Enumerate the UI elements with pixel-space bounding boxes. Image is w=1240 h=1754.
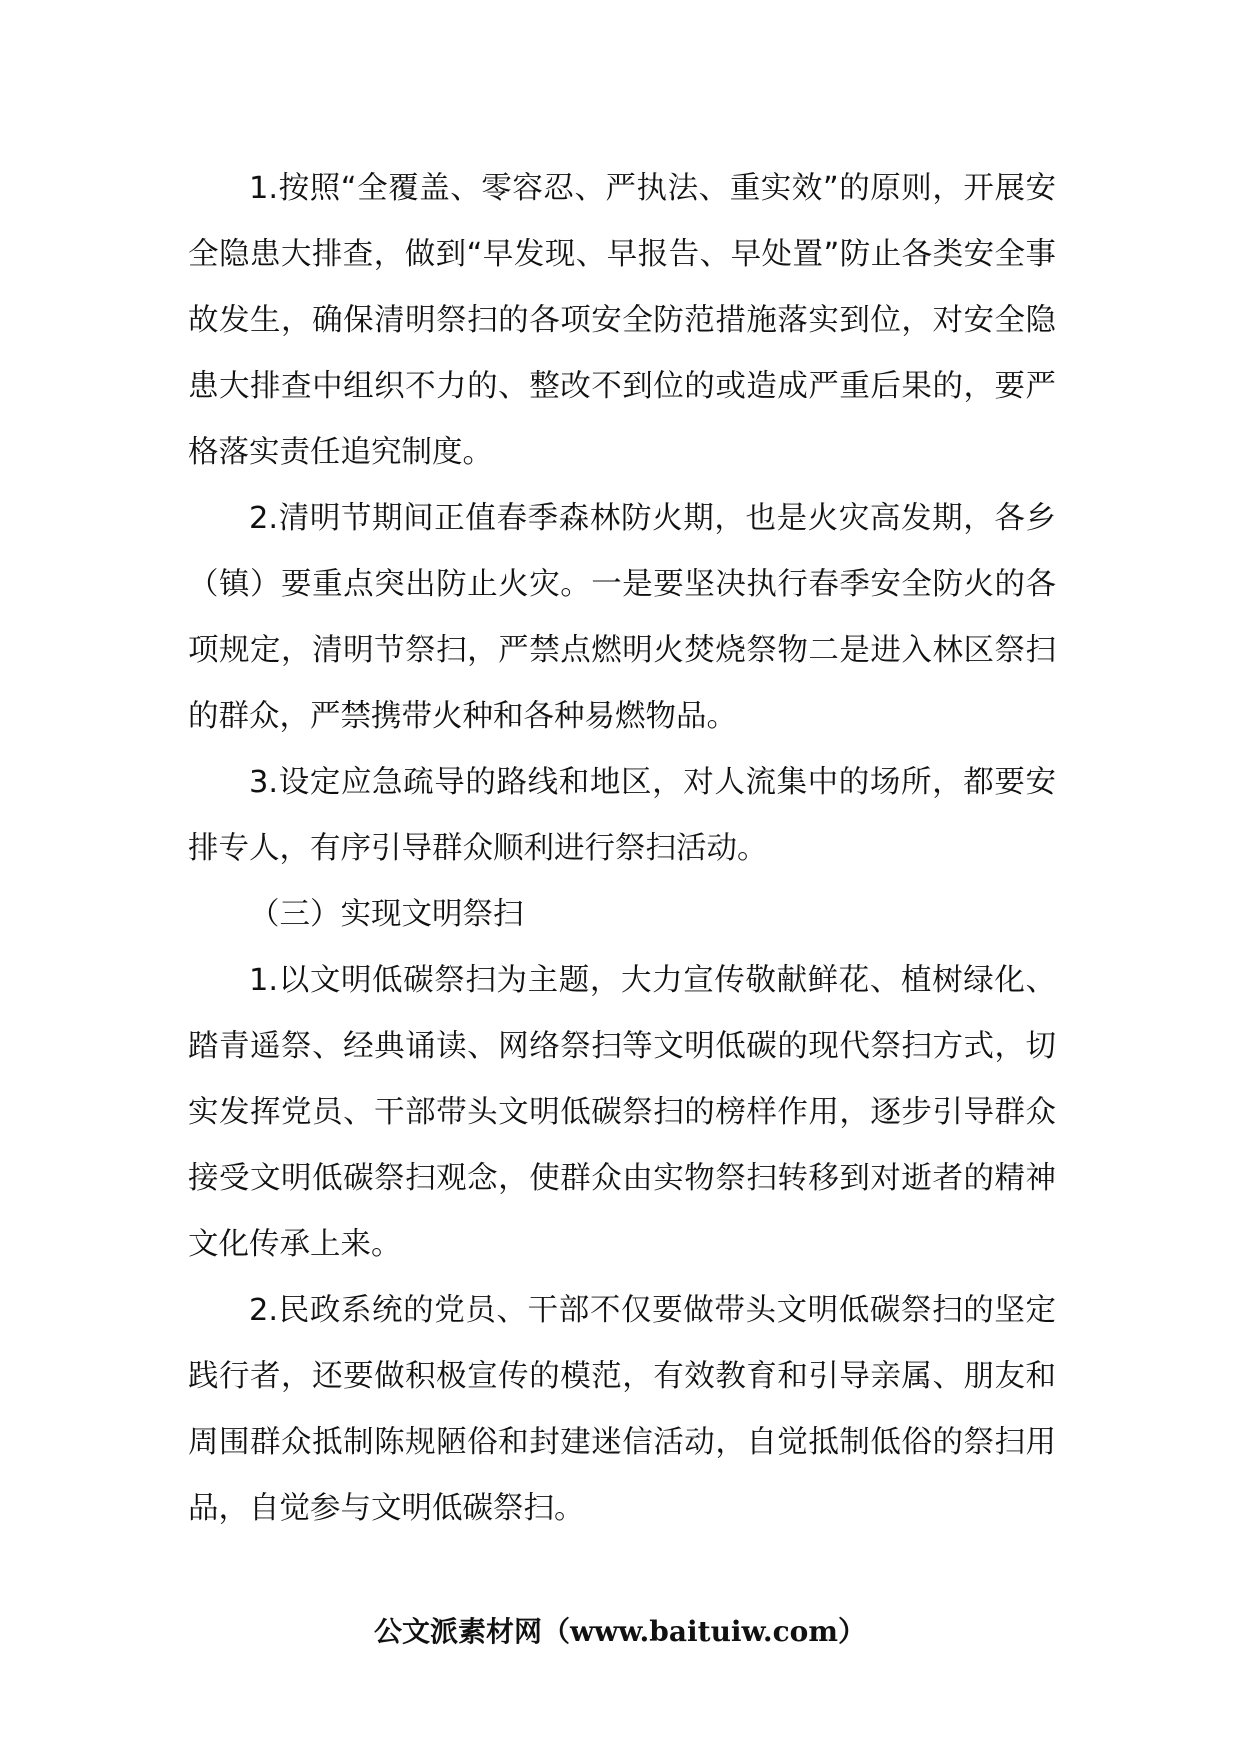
paragraph-party-members-role: 2.民政系统的党员、干部不仅要做带头文明低碳祭扫的坚定践行者，还要做积极宣传的模范，有效教育和引导亲属、朋友和周围群众抵制陈规陋俗和封建迷信活动，自觉抵制低俗的祭扫用品，自觉参与文明低碳祭扫。 [188,1293,1056,1526]
paragraph-safety-inspection: 1.按照“全覆盖、零容忍、严执法、重实效”的原则，开展安全隐患大排查，做到“早发现、早报告、早处置”防止各类安全事故发生，确保清明祭扫的各项安全防范措施落实到位，对安全隐患大排查中组织不力的、整改不到位的或造成严重后果的，要严格落实责任追究制度。 [188,171,1056,470]
paragraph-low-carbon-theme: 1.以文明低碳祭扫为主题，大力宣传敬献鲜花、植树绿化、踏青遥祭、经典诵读、网络祭扫等文明低碳的现代祭扫方式，切实发挥党员、干部带头文明低碳祭扫的榜样作用，逐步引导群众接受文明低碳祭扫观念，使群众由实物祭扫转移到对逝者的精神文化传承上来。 [188,963,1056,1262]
section-heading-civilized-sweeping: （三）实现文明祭扫 [249,897,524,932]
paragraph-fire-prevention: 2.清明节期间正值春季森林防火期，也是火灾高发期，各乡（镇）要重点突出防止火灾。一是要坚决执行春季安全防火的各项规定，清明节祭扫，严禁点燃明火焚烧祭物二是进入林区祭扫的群众，严禁携带火种和各种易燃物品。 [188,501,1056,734]
paragraph-emergency-guidance: 3.设定应急疏导的路线和地区，对人流集中的场所，都要安排专人，有序引导群众顺利进行祭扫活动。 [188,765,1056,866]
document-body [188,156,1056,1542]
footer-watermark: 公文派素材网（www.baituiw.com） [374,1615,866,1648]
